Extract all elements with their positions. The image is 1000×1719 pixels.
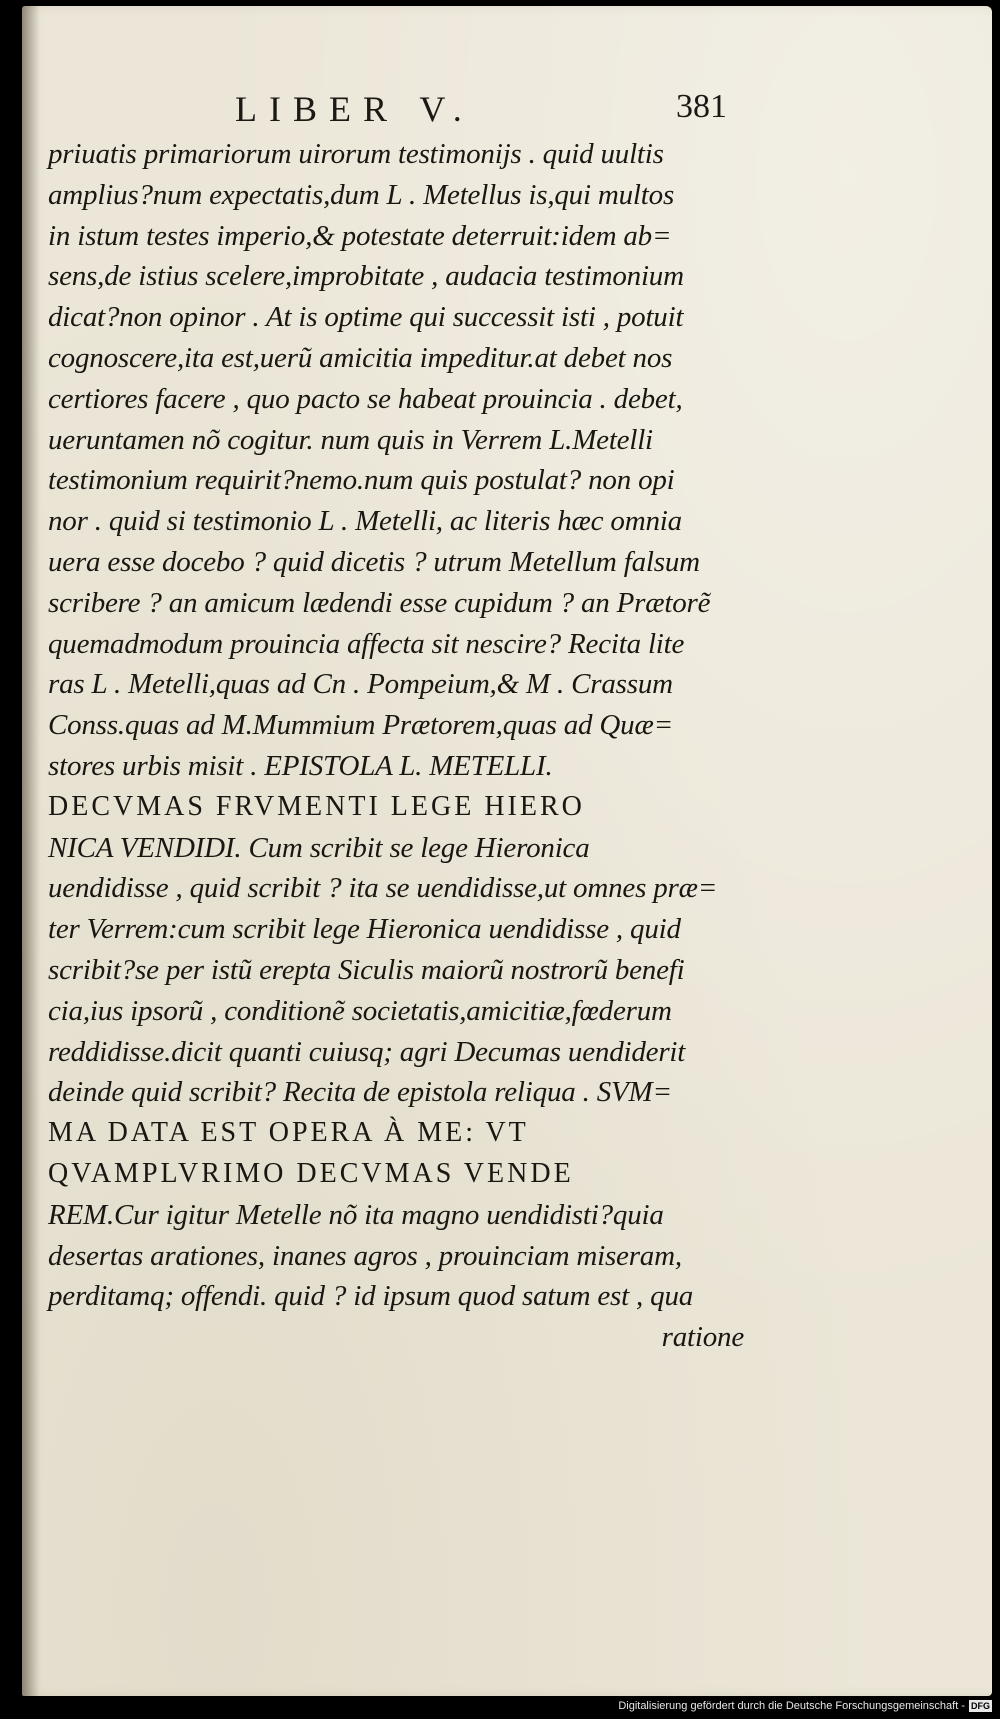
text-line: NICA VENDIDI. Cum scribit se lege Hieronica [48,831,590,864]
gutter-shadow [22,6,40,1696]
text-line: reddidisse.dicit quanti cuiusq; agri Decumas uendiderit [48,1035,686,1068]
text-line: perditamq; offendi. quid ? id ipsum quod satum est , qua [48,1280,694,1313]
text-line: REM.Cur igitur Metelle nõ ita magno uendidisti?quia [48,1198,664,1231]
page-number: 381 [676,88,727,125]
digitization-credit [618,1697,992,1715]
catchword: ratione [661,1321,744,1354]
text-line: desertas arationes, inanes agros , prouinciam miseram, [48,1239,682,1272]
text-line-capitals: QVAMPLVRIMO DECVMAS VENDE [48,1157,574,1189]
text-line: amplius?num expectatis,dum L . Metellus is,qui multos [48,178,675,211]
text-line-capitals: DECVMAS FRVMENTI LEGE HIERO [48,790,585,822]
text-line: dicat?non opinor . At is optime qui successit isti , potuit [48,301,684,334]
text-line: in istum testes imperio,& potestate deterruit:idem ab= [48,219,672,252]
dfg-logo: DFG [971,1701,990,1711]
running-head: LIBER V. [235,89,474,129]
text-line: nor . quid si testimonio L . Metelli, ac literis hæc omnia [48,505,682,538]
text-line: deinde quid scribit? Recita de epistola reliqua . SVM= [48,1076,672,1109]
text-line: ras L . Metelli,quas ad Cn . Pompeium,& M . Crassum [48,668,673,701]
text-line-capitals: MA DATA EST OPERA À ME: VT [48,1117,529,1149]
text-line: cognoscere,ita est,uerũ amicitia impeditur.at debet nos [48,341,673,374]
text-line: uendidisse , quid scribit ? ita se uendidisse,ut omnes præ= [48,872,718,905]
text-block [48,134,748,1358]
text-line: stores urbis misit . EPISTOLA L. METELLI. [48,749,553,782]
text-line: uera esse docebo ? quid dicetis ? utrum Metellum falsum [48,545,700,578]
text-line: cia,ius ipsorũ , conditionẽ societatis,amicitiæ,fœderum [48,994,672,1027]
text-line: Conss.quas ad M.Mummium Prætorem,quas ad Quæ= [48,709,673,742]
text-line: scribere ? an amicum lædendi esse cupidum ? an Prætorẽ [48,586,711,619]
text-line: ter Verrem:cum scribit lege Hieronica uendidisse , quid [48,913,681,946]
text-line: quemadmodum prouincia affecta sit nescire? Recita lite [48,627,685,660]
text-line: ueruntamen nõ cogitur. num quis in Verrem L.Metelli [48,423,653,456]
text-line: testimonium requirit?nemo.num quis postulat? non opi [48,464,675,497]
credit-text: Digitalisierung gefördert durch die Deutsche Forschungsgemeinschaft - [618,1700,965,1712]
text-line: sens,de istius scelere,improbitate , audacia testimonium [48,260,684,293]
text-line: certiores facere , quo pacto se habeat prouincia . debet, [48,382,683,415]
text-line: priuatis primariorum uirorum testimonijs . quid uultis [48,138,664,170]
text-line: scribit?se per istũ erepta Siculis maiorũ nostrorũ benefi [48,953,685,986]
